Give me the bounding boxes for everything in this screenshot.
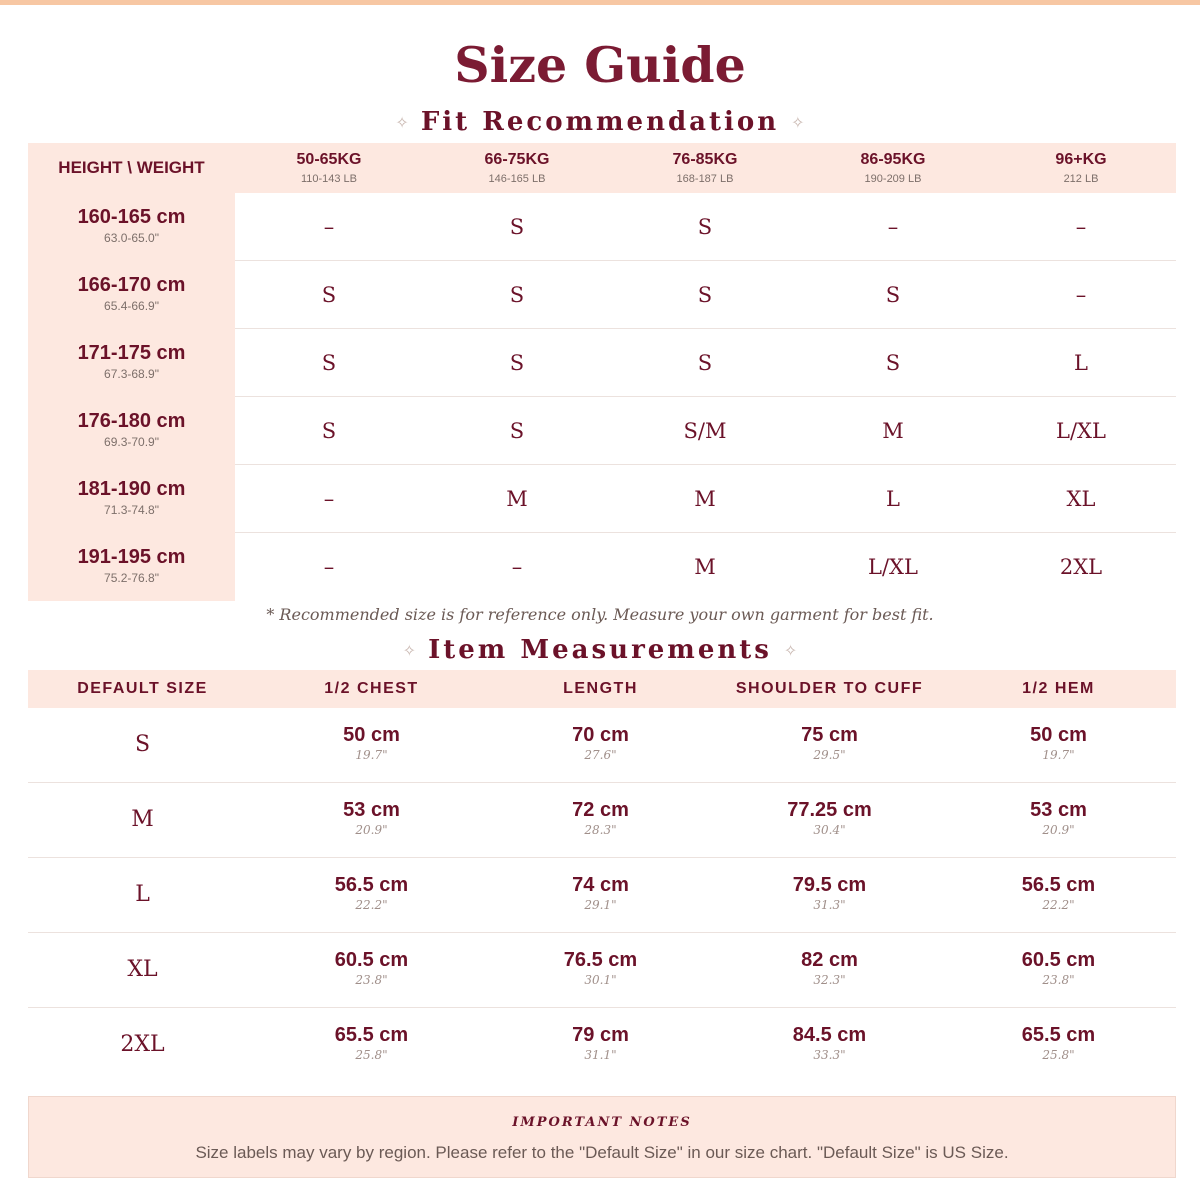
measurement-cell: 53 cm 20.9": [1030, 799, 1087, 837]
table-row: [28, 932, 1176, 1008]
height-cell: 160-165 cm 63.0-65.0": [28, 193, 235, 261]
size-recommendation: –: [323, 555, 335, 579]
height-cell: 166-170 cm 65.4-66.9": [28, 261, 235, 329]
size-recommendation: S: [697, 283, 713, 307]
size-recommendation: S: [321, 419, 337, 443]
size-label: S: [134, 732, 151, 757]
fit-row: [28, 261, 1176, 329]
size-recommendation: S/M: [683, 419, 727, 443]
column-header: DEFAULT SIZE: [77, 680, 208, 697]
weight-column-header: 66-75KG 146-165 LB: [484, 151, 550, 185]
size-label: XL: [127, 957, 158, 982]
measurement-cell: 50 cm 19.7": [343, 724, 400, 762]
measurement-cell: 56.5 cm 22.2": [1021, 874, 1096, 912]
table-row: [28, 857, 1176, 933]
measurements-header: [28, 670, 1176, 708]
measurement-cell: 65.5 cm 25.8": [334, 1024, 409, 1062]
size-recommendation: S: [509, 419, 525, 443]
weight-column-header: 96+KG 212 LB: [1055, 151, 1107, 185]
important-notes-body: Size labels may vary by region. Please refer to the "Default Size" in our size chart. "Default Size" is US Size.: [195, 1143, 1009, 1162]
size-recommendation: S: [509, 351, 525, 375]
important-notes-title: IMPORTANT NOTES: [512, 1115, 692, 1130]
table-row: [28, 782, 1176, 858]
measurements-heading-text: Item Measurements: [428, 635, 772, 665]
size-recommendation: S: [321, 351, 337, 375]
measurement-cell: 65.5 cm 25.8": [1021, 1024, 1096, 1062]
weight-column-header: 76-85KG 168-187 LB: [672, 151, 738, 185]
size-recommendation: –: [511, 555, 523, 579]
size-recommendation: S: [321, 283, 337, 307]
column-header: 1/2 HEM: [1022, 680, 1095, 697]
size-recommendation: M: [882, 419, 904, 443]
table-row: [28, 1007, 1176, 1082]
size-recommendation: S: [697, 351, 713, 375]
size-recommendation: M: [694, 487, 716, 511]
measurement-cell: 72 cm 28.3": [572, 799, 629, 837]
size-recommendation: –: [323, 487, 335, 511]
measurement-cell: 77.25 cm 30.4": [787, 799, 872, 837]
sparkle-icon: ✧: [783, 641, 798, 660]
size-recommendation: 2XL: [1059, 555, 1103, 579]
fit-row: [28, 329, 1176, 397]
size-recommendation: L: [1074, 351, 1088, 375]
size-label: L: [135, 882, 150, 907]
fit-recommendation-heading: [0, 104, 1200, 141]
fit-heading-text: Fit Recommendation: [420, 107, 780, 137]
table-row: [28, 707, 1176, 783]
size-label: M: [131, 807, 154, 832]
size-recommendation: L/XL: [1056, 419, 1106, 443]
height-cell: 181-190 cm 71.3-74.8": [28, 465, 235, 533]
fit-row: [28, 533, 1176, 601]
fit-row: [28, 193, 1176, 261]
sparkle-icon: ✧: [395, 113, 409, 132]
important-notes-box: [28, 1096, 1176, 1178]
measurement-cell: 60.5 cm 23.8": [1021, 949, 1096, 987]
size-recommendation: –: [323, 215, 335, 239]
size-recommendation: –: [887, 215, 899, 239]
measurement-cell: 74 cm 29.1": [572, 874, 629, 912]
height-cell: 191-195 cm 75.2-76.8": [28, 533, 235, 601]
size-recommendation: S: [885, 283, 901, 307]
measurement-cell: 84.5 cm 33.3": [792, 1024, 867, 1062]
measurement-cell: 79 cm 31.1": [572, 1024, 629, 1062]
size-recommendation: S: [885, 351, 901, 375]
measurement-cell: 79.5 cm 31.3": [792, 874, 867, 912]
weight-column-header: 86-95KG 190-209 LB: [860, 151, 926, 185]
top-accent-bar: [0, 0, 1200, 5]
size-recommendation: XL: [1066, 487, 1096, 511]
height-cell: 171-175 cm 67.3-68.9": [28, 329, 235, 397]
fit-row: [28, 465, 1176, 533]
size-label: 2XL: [120, 1032, 165, 1057]
fit-row: [28, 397, 1176, 465]
page-title: Size Guide: [454, 36, 746, 94]
column-header: 1/2 CHEST: [324, 680, 419, 697]
weight-column-header: 50-65KG 110-143 LB: [296, 151, 362, 185]
sparkle-icon: ✧: [402, 641, 417, 660]
fit-table-header: [28, 143, 1176, 193]
column-header: LENGTH: [563, 680, 638, 697]
measurement-cell: 50 cm 19.7": [1030, 724, 1087, 762]
size-recommendation: S: [509, 215, 525, 239]
size-recommendation: S: [697, 215, 713, 239]
size-recommendation: M: [694, 555, 716, 579]
size-recommendation: L: [886, 487, 900, 511]
fit-disclaimer: * Recommended size is for reference only. Measure your own garment for best fit.: [266, 605, 934, 624]
size-recommendation: –: [1075, 283, 1087, 307]
height-cell: 176-180 cm 69.3-70.9": [28, 397, 235, 465]
column-header: SHOULDER TO CUFF: [735, 680, 924, 697]
item-measurements-heading: [0, 632, 1200, 669]
measurement-cell: 75 cm 29.5": [801, 724, 858, 762]
measurement-cell: 53 cm 20.9": [343, 799, 400, 837]
measurement-cell: 70 cm 27.6": [572, 724, 629, 762]
sparkle-icon: ✧: [791, 113, 805, 132]
measurement-cell: 56.5 cm 22.2": [334, 874, 409, 912]
size-recommendation: –: [1075, 215, 1087, 239]
measurement-cell: 82 cm 32.3": [801, 949, 858, 987]
size-recommendation: M: [506, 487, 528, 511]
measurement-cell: 76.5 cm 30.1": [563, 949, 638, 987]
size-recommendation: S: [509, 283, 525, 307]
height-weight-label: HEIGHT \ WEIGHT: [58, 158, 205, 177]
size-recommendation: L/XL: [868, 555, 918, 579]
measurement-cell: 60.5 cm 23.8": [334, 949, 409, 987]
